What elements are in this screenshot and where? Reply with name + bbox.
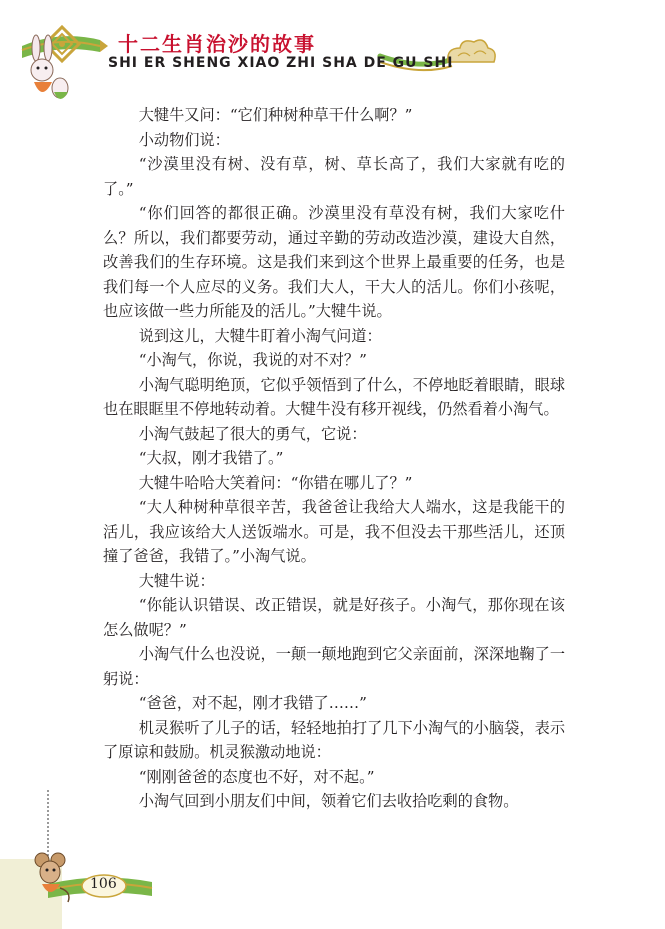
page-footer xyxy=(28,848,158,908)
book-title-pinyin: SHI ER SHENG XIAO ZHI SHA DE GU SHI xyxy=(108,55,454,71)
paragraph: “爸爸，对不起，刚才我错了……” xyxy=(138,694,367,712)
paragraph: 大犍牛说： xyxy=(138,571,215,590)
paragraph: “刚刚爸爸的态度也不好，对不起。” xyxy=(138,767,375,786)
paragraph: 说到这儿，大犍牛盯着小淘气问道： xyxy=(138,326,382,345)
paragraph: “你能认识错误、改正错误，就是好孩子。小淘气，那你现在该怎么做呢？” xyxy=(103,596,565,639)
paragraph: 机灵猴听了儿子的话，轻轻地拍打了几下小淘气的小脑袋，表示了原谅和鼓励。机灵猴激动地说： xyxy=(103,718,565,761)
paragraph: 小淘气回到小朋友们中间，领着它们去收拾吃剩的食物。 xyxy=(138,792,519,810)
book-title: 十二生肖治沙的故事 xyxy=(118,32,316,56)
paragraph: “你们回答的都很正确。沙漠里没有草没有树，我们大家吃什么？所以，我们都要劳动，通过辛勤的劳动改造沙漠，建设大自然，改善我们的生存环境。这是我们来到这个世界上最重要的任务，也是我们每一个人应尽的义务。我们大人，干大人的活儿。你们小孩呢，也应该做一些力所能及的活儿。”大犍牛说。 xyxy=(103,204,565,320)
paragraph: 小淘气什么也没说，一颠一颠地跑到它父亲面前，深深地鞠了一躬说： xyxy=(103,645,565,688)
paragraph: “小淘气，你说，我说的对不对？” xyxy=(138,351,367,369)
paragraph: “大人种树种草很辛苦，我爸爸让我给大人端水，这是我能干的活儿，我应该给大人送饭端水。可是，我不但没去干那些活儿，还顶撞了爸爸，我错了。”小淘气说。 xyxy=(103,498,565,565)
paragraph: 大犍牛哈哈大笑着问：“你错在哪儿了？” xyxy=(138,473,413,492)
paragraph: 小淘气鼓起了很大的勇气，它说： xyxy=(138,424,367,443)
paragraph: 小淘气聪明绝顶，它似乎领悟到了什么，不停地眨着眼睛，眼球也在眼眶里不停地转动着。大犍牛没有移开视线，仍然看着小淘气。 xyxy=(103,375,565,418)
paragraph: 小动物们说： xyxy=(138,130,230,149)
story-text xyxy=(103,103,565,814)
paragraph: 大犍牛又问：“它们种树种草干什么啊？” xyxy=(138,106,413,124)
paragraph: “沙漠里没有树、没有草，树、草长高了，我们大家就有吃的了。” xyxy=(103,155,565,198)
page-number: 106 xyxy=(90,876,117,892)
paragraph: “大叔，刚才我错了。” xyxy=(138,449,284,467)
page-header xyxy=(0,0,665,110)
auspicious-cloud-icon xyxy=(448,40,495,62)
